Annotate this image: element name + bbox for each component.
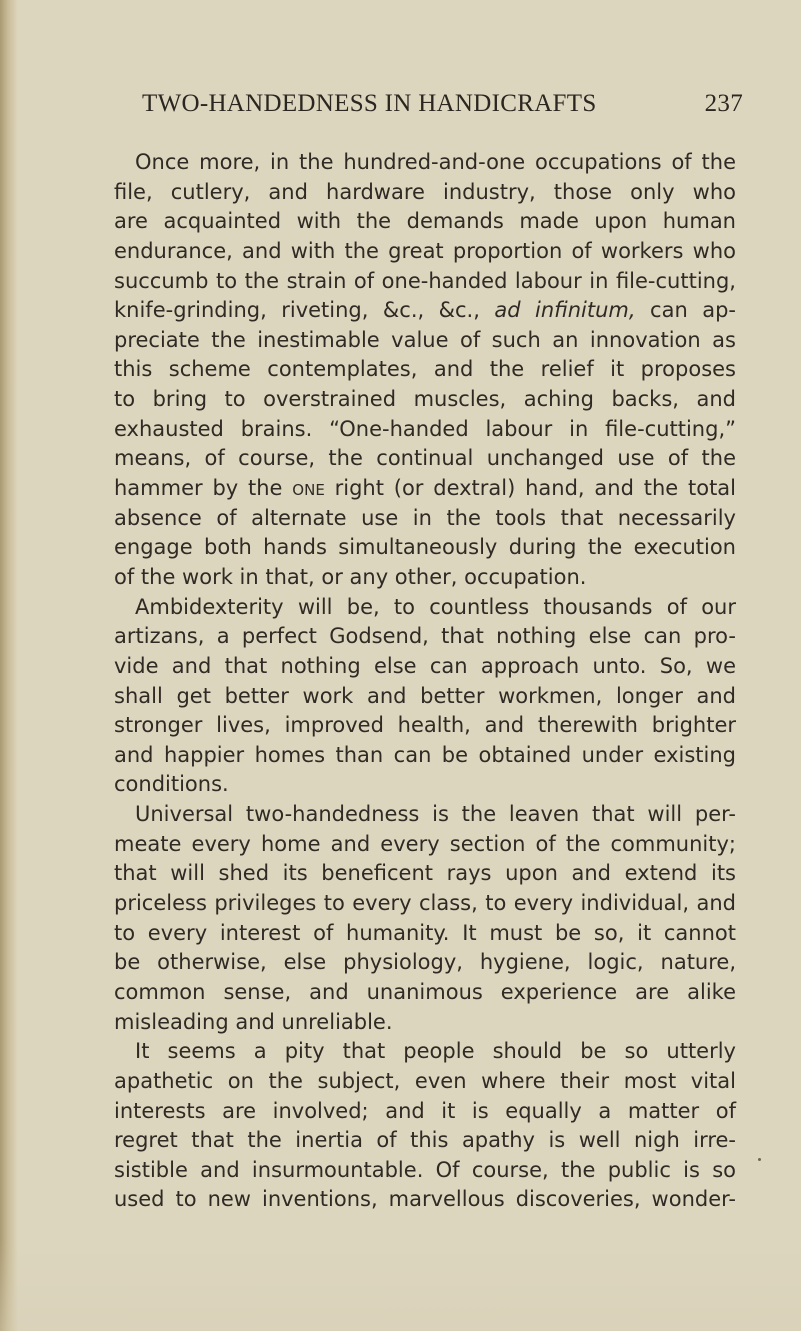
- text-line: and happier homes than can be obtained under existing: [114, 742, 736, 767]
- text-line: of the work in that, or any other, occupation.: [114, 564, 587, 589]
- text-line: regret that the inertia of this apathy is well nigh irre-: [114, 1128, 736, 1153]
- running-head: [142, 90, 743, 118]
- running-head-title: TWO-HANDEDNESS IN HANDICRAFTS: [142, 90, 597, 117]
- page-bottom-fade: [0, 1241, 801, 1331]
- text-line: Once more, in the hundred-and-one occupations of the: [135, 150, 736, 174]
- text-line: used to new inventions, marvellous discoveries, wonder-: [114, 1187, 736, 1212]
- text-line: Universal two-handedness is the leaven that will per-: [135, 802, 736, 827]
- text-line: to every interest of humanity. It must be so, it cannot: [114, 920, 736, 945]
- text-line: exhausted brains. “One-handed labour in file-cutting,”: [114, 416, 736, 441]
- text-line: stronger lives, improved health, and therewith brighter: [114, 713, 736, 738]
- text-line: endurance, and with the great proportion of workers who: [114, 238, 736, 263]
- text-line: file, cutlery, and hardware industry, those only who: [114, 179, 736, 204]
- text-line: priceless privileges to every class, to every individual, and: [114, 891, 736, 916]
- text-line: misleading and unreliable.: [114, 1009, 393, 1034]
- body-text: [114, 148, 736, 1215]
- smallcaps-word: one: [292, 476, 325, 501]
- text-line: interests are involved; and it is equally a matter of: [114, 1098, 736, 1123]
- text-line: are acquainted with the demands made upon human: [114, 209, 736, 234]
- text-line: vide and that nothing else can approach unto. So, we: [114, 653, 736, 678]
- text-line: [114, 474, 736, 504]
- text-line: succumb to the strain of one-handed labour in file-cutting,: [114, 268, 736, 293]
- text-line: that will shed its beneficent rays upon and extend its: [114, 861, 736, 886]
- text-line: It seems a pity that people should be so utterly: [135, 1039, 736, 1064]
- text-line: shall get better work and better workmen, longer and: [114, 683, 736, 708]
- text-line: preciate the inestimable value of such an innovation as: [114, 327, 736, 352]
- italic-phrase: ad infinitum,: [494, 298, 636, 323]
- text-line: sistible and insurmountable. Of course, the public is so: [114, 1157, 736, 1182]
- text-line: Ambidexterity will be, to countless thousands of our: [135, 594, 736, 619]
- page-number: 237: [704, 90, 743, 117]
- text-line: engage both hands simultaneously during the execution: [114, 535, 736, 560]
- text-line: to bring to overstrained muscles, aching backs, and: [114, 387, 736, 412]
- text-segment: right (or dextral) hand, and the total: [334, 476, 737, 501]
- text-segment: can ap-: [650, 298, 736, 323]
- text-line: be otherwise, else physiology, hygiene, logic, nature,: [114, 950, 736, 975]
- text-line: conditions.: [114, 772, 229, 797]
- text-segment: knife-grinding, riveting, &c., &c.,: [114, 298, 480, 323]
- paper-speck: [758, 1158, 761, 1161]
- text-line: apathetic on the subject, even where their most vital: [114, 1068, 736, 1093]
- text-segment: hammer by the: [114, 476, 283, 501]
- page-gutter-shadow: [0, 0, 18, 1331]
- text-line: common sense, and unanimous experience are alike: [114, 979, 736, 1004]
- text-line: meate every home and every section of the community;: [114, 831, 736, 856]
- text-line: artizans, a perfect Godsend, that nothing else can pro-: [114, 624, 736, 649]
- text-line: [114, 296, 736, 326]
- text-line: absence of alternate use in the tools that necessarily: [114, 505, 736, 530]
- text-line: this scheme contemplates, and the relief it proposes: [114, 357, 736, 382]
- text-line: means, of course, the continual unchanged use of the: [114, 446, 736, 471]
